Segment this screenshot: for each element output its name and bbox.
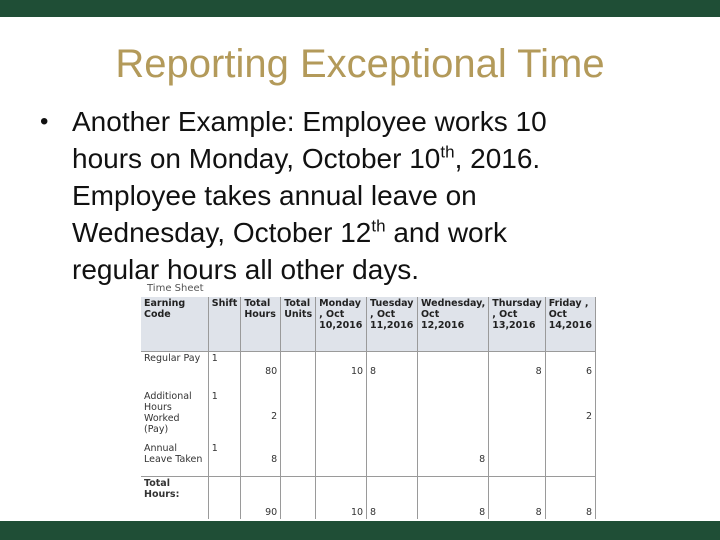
header-monday: Monday , Oct 10,2016 bbox=[316, 297, 367, 352]
header-wednesday: Wednesday, Oct 12,2016 bbox=[417, 297, 488, 352]
tuesday-cell bbox=[367, 442, 418, 477]
timesheet-top-fragment: Time Sheet bbox=[147, 283, 204, 294]
timesheet-header-row bbox=[141, 297, 596, 352]
header-tuesday: Tuesday , Oct 11,2016 bbox=[367, 297, 418, 352]
friday-cell: 6 bbox=[545, 352, 595, 391]
wednesday-cell: 8 bbox=[417, 442, 488, 477]
slide-title: Reporting Exceptional Time bbox=[115, 42, 605, 86]
top-bar bbox=[0, 0, 720, 17]
total-units-cell bbox=[281, 477, 316, 520]
timesheet-table bbox=[141, 297, 596, 519]
bullet-line-1: Another Example: Employee works 10 bbox=[72, 106, 547, 137]
wednesday-cell bbox=[417, 352, 488, 391]
total-hours-cell: 80 bbox=[241, 352, 281, 391]
bullet-line-3: Employee takes annual leave on bbox=[72, 180, 477, 211]
bullet-line-2-end: , 2016. bbox=[454, 143, 541, 174]
shift-cell: 1 bbox=[208, 390, 241, 442]
superscript-th: th bbox=[440, 142, 455, 162]
total-units-cell bbox=[281, 390, 316, 442]
bullet-line-2-text: hours on Monday, October 10 bbox=[72, 143, 441, 174]
thursday-cell: 8 bbox=[489, 352, 545, 391]
thursday-cell bbox=[489, 390, 545, 442]
header-total-units: Total Units bbox=[281, 297, 316, 352]
bullet-line-4-end: and work bbox=[385, 217, 507, 248]
superscript-th: th bbox=[371, 216, 386, 236]
shift-cell: 1 bbox=[208, 352, 241, 391]
bottom-bar bbox=[0, 521, 720, 540]
monday-cell bbox=[316, 390, 367, 442]
header-total-hours: Total Hours bbox=[241, 297, 281, 352]
header-earning-code: Earning Code bbox=[141, 297, 208, 352]
bullet-line-4-text: Wednesday, October 12 bbox=[72, 217, 372, 248]
wednesday-cell bbox=[417, 390, 488, 442]
thursday-total: 8 bbox=[489, 477, 545, 520]
header-friday: Friday , Oct 14,2016 bbox=[545, 297, 595, 352]
wednesday-total: 8 bbox=[417, 477, 488, 520]
friday-total: 8 bbox=[545, 477, 595, 520]
bullet-line-4 bbox=[72, 214, 682, 251]
earning-code-additional: Additional Hours Worked (Pay) bbox=[141, 390, 208, 442]
timesheet-image bbox=[141, 283, 596, 518]
shift-cell: 1 bbox=[208, 442, 241, 477]
total-hours-cell: 2 bbox=[241, 390, 281, 442]
tuesday-total: 8 bbox=[367, 477, 418, 520]
header-shift: Shift bbox=[208, 297, 241, 352]
thursday-cell bbox=[489, 442, 545, 477]
total-hours-cell: 8 bbox=[241, 442, 281, 477]
tuesday-cell bbox=[367, 390, 418, 442]
table-row bbox=[141, 390, 596, 442]
shift-cell bbox=[208, 477, 241, 520]
friday-cell bbox=[545, 442, 595, 477]
bullet-text bbox=[72, 103, 682, 288]
total-row bbox=[141, 477, 596, 520]
total-hours-label: Total Hours: bbox=[141, 477, 208, 520]
tuesday-cell: 8 bbox=[367, 352, 418, 391]
earning-code-annual-leave: Annual Leave Taken bbox=[141, 442, 208, 477]
earning-code-regular: Regular Pay bbox=[141, 352, 208, 391]
total-units-cell bbox=[281, 442, 316, 477]
total-units-cell bbox=[281, 352, 316, 391]
monday-cell bbox=[316, 442, 367, 477]
monday-total: 10 bbox=[316, 477, 367, 520]
header-thursday: Thursday , Oct 13,2016 bbox=[489, 297, 545, 352]
bullet-dot-icon: • bbox=[40, 108, 49, 135]
table-row bbox=[141, 442, 596, 477]
friday-cell: 2 bbox=[545, 390, 595, 442]
total-hours-cell: 90 bbox=[241, 477, 281, 520]
bullet-line-2 bbox=[72, 140, 682, 177]
monday-cell: 10 bbox=[316, 352, 367, 391]
table-row bbox=[141, 352, 596, 391]
bullet-line-5: regular hours all other days. bbox=[72, 254, 420, 285]
